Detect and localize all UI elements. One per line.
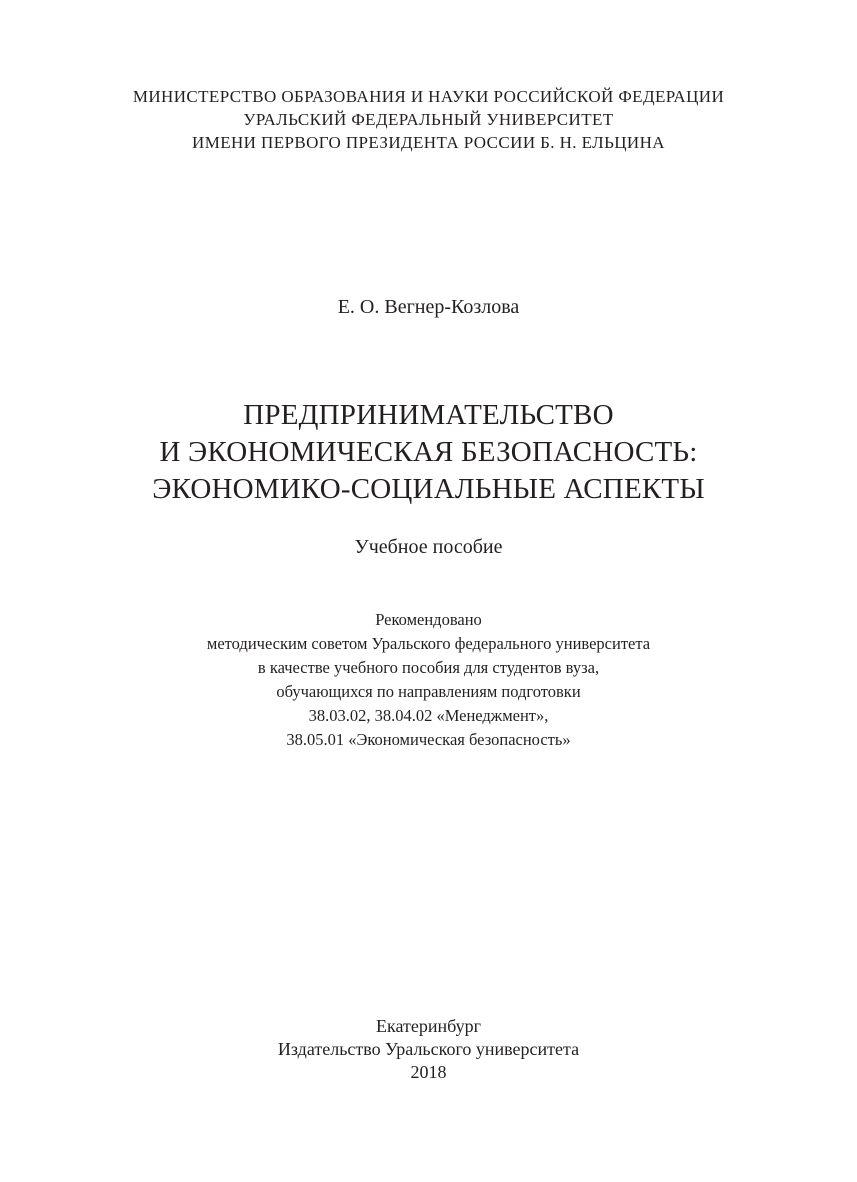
recommendation-line-4: обучающихся по направлениям подготовки [276, 682, 581, 701]
recommendation-line-2: методическим советом Уральского федерального университета [206, 634, 651, 653]
title-line-3: ЭКОНОМИКО-СОЦИАЛЬНЫЕ АСПЕКТЫ [152, 473, 705, 505]
recommendation-line-3: в качестве учебного пособия для студентов вуза, [257, 658, 600, 677]
university-line: УРАЛЬСКИЙ ФЕДЕРАЛЬНЫЙ УНИВЕРСИТЕТ [243, 110, 614, 129]
imprint-city: Екатеринбург [376, 1016, 481, 1036]
title-line-2: И ЭКОНОМИЧЕСКАЯ БЕЗОПАСНОСТЬ: [159, 436, 698, 468]
title-line-1: ПРЕДПРИНИМАТЕЛЬСТВО [243, 399, 614, 431]
university-name-line: ИМЕНИ ПЕРВОГО ПРЕЗИДЕНТА РОССИИ Б. Н. ЕЛЬЦИНА [192, 133, 665, 152]
book-subtitle: Учебное пособие [354, 536, 503, 558]
recommendation-line-1: Рекомендовано [375, 610, 482, 629]
author-name: Е. О. Вегнер-Козлова [337, 296, 520, 318]
recommendation-line-6: 38.05.01 «Экономическая безопасность» [286, 730, 571, 749]
ministry-line: МИНИСТЕРСТВО ОБРАЗОВАНИЯ И НАУКИ РОССИЙСКОЙ ФЕДЕРАЦИИ [132, 87, 725, 106]
imprint-year: 2018 [410, 1062, 447, 1082]
imprint-publisher: Издательство Уральского университета [277, 1039, 580, 1059]
recommendation-line-5: 38.03.02, 38.04.02 «Менеджмент», [308, 706, 549, 725]
